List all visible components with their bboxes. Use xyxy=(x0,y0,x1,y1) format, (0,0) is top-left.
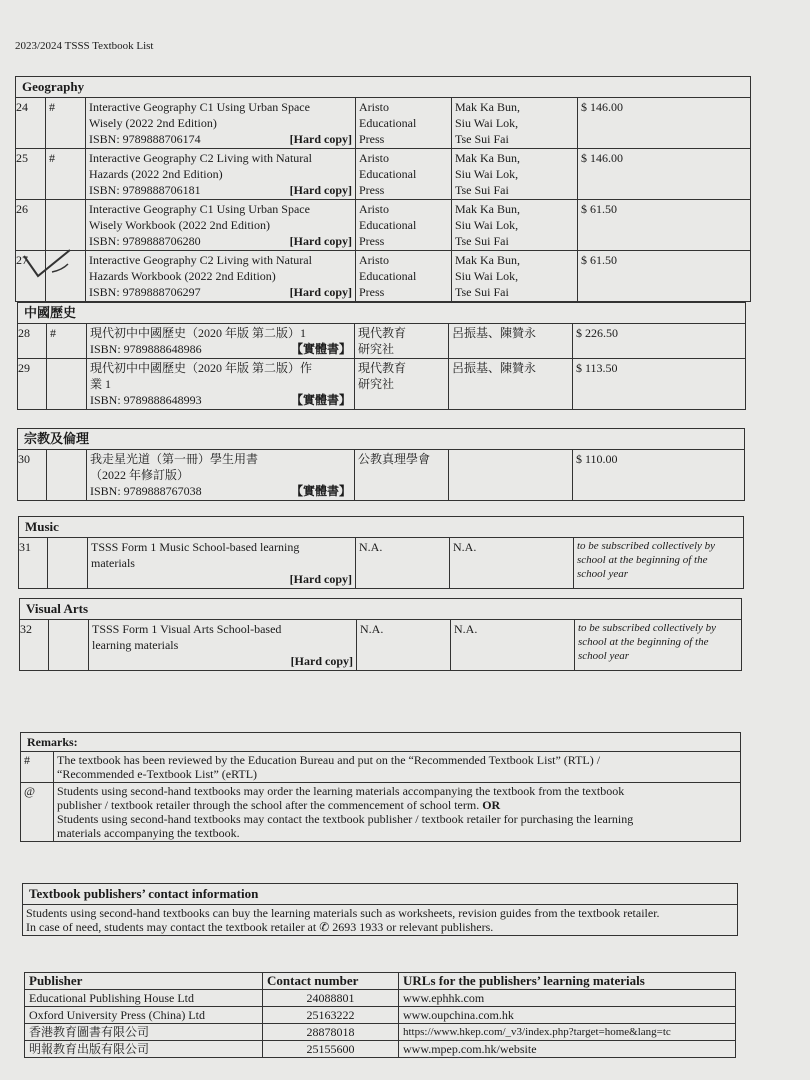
erl-mark xyxy=(47,450,87,501)
authors: 呂振基、陳贊永 xyxy=(449,359,573,410)
table-row xyxy=(18,324,746,359)
publishers-header-row xyxy=(25,973,736,990)
isbn: ISBN: 9789888706181 xyxy=(89,183,201,197)
handwritten-tick-mark xyxy=(22,246,74,282)
geography-table xyxy=(15,76,751,302)
isbn: ISBN: 9789888706280 xyxy=(89,234,201,248)
isbn: ISBN: 9789888706174 xyxy=(89,132,201,146)
table-row xyxy=(20,620,742,671)
table-row xyxy=(18,359,746,410)
price: $ 146.00 xyxy=(578,98,751,149)
section-title-music: Music xyxy=(19,517,744,538)
remarks-table xyxy=(20,732,741,842)
subscription-note: to be subscribed collectively by school at the beginning of the school year xyxy=(574,538,744,589)
publisher-url[interactable]: www.ephhk.com xyxy=(399,990,736,1007)
publisher: 現代教育 研究社 xyxy=(355,324,449,359)
erl-mark xyxy=(47,359,87,410)
price: $ 110.00 xyxy=(573,450,745,501)
table-row xyxy=(16,98,751,149)
book-title: Interactive Geography C1 Using Urban Space Wisely Workbook (2022 2nd Edition) ISBN: 9789888706280 [Hard copy] xyxy=(86,200,356,251)
remark-row xyxy=(21,752,741,783)
item-number: 25 xyxy=(16,149,46,200)
publisher: 公教真理學會 xyxy=(355,450,449,501)
book-title: Interactive Geography C1 Using Urban Space Wisely (2022 2nd Edition) ISBN: 9789888706174 [Hard copy] xyxy=(86,98,356,149)
erl-mark: # xyxy=(46,149,86,200)
contact-info-title: Textbook publishers’ contact information xyxy=(23,884,738,905)
subscription-note: to be subscribed collectively by school at the beginning of the school year xyxy=(575,620,742,671)
remark-text: The textbook has been reviewed by the Education Bureau and put on the “Recommended Textbook List” (RTL) / “Recommended e-Textbook List” (eRTL) xyxy=(54,752,741,783)
format-label: [Hard copy] xyxy=(289,572,352,586)
table-row xyxy=(19,538,744,589)
remark-row xyxy=(21,783,741,842)
publisher: Aristo Educational Press xyxy=(356,200,452,251)
authors: Mak Ka Bun, Siu Wai Lok, Tse Sui Fai xyxy=(452,200,578,251)
remark-text: Students using second-hand textbooks may order the learning materials accompanying the textbook from the textbook publisher / textbook retailer through the school after the commencement of school term. OR Students using second-hand textbooks may contact the textbook publisher / textbook retailer for purchasing the learning materials accompanying the textbook. xyxy=(54,783,741,842)
erl-mark xyxy=(48,538,88,589)
price: $ 226.50 xyxy=(573,324,746,359)
publisher: Aristo Educational Press xyxy=(356,149,452,200)
book-title: 現代初中中國歷史（2020 年版 第二版）1 ISBN: 9789888648986 【實體書】 xyxy=(87,324,355,359)
book-title: Interactive Geography C2 Living with Natural Hazards Workbook (2022 2nd Edition) ISBN: 9789888706297 [Hard copy] xyxy=(86,251,356,302)
item-number: 29 xyxy=(18,359,47,410)
erl-mark xyxy=(46,200,86,251)
column-header-contact: Contact number xyxy=(263,973,399,990)
authors: Mak Ka Bun, Siu Wai Lok, Tse Sui Fai xyxy=(452,98,578,149)
publisher-phone: 24088801 xyxy=(263,990,399,1007)
publisher-name: Oxford University Press (China) Ltd xyxy=(25,1007,263,1024)
erl-mark xyxy=(49,620,89,671)
publisher-phone: 25163222 xyxy=(263,1007,399,1024)
column-header-urls: URLs for the publishers’ learning materials xyxy=(399,973,736,990)
table-row xyxy=(25,1041,736,1058)
authors: N.A. xyxy=(451,620,575,671)
section-title-geography: Geography xyxy=(16,77,751,98)
religion-table xyxy=(17,428,745,501)
item-number: 30 xyxy=(18,450,47,501)
price: $ 113.50 xyxy=(573,359,746,410)
table-row xyxy=(16,251,751,302)
price: $ 146.00 xyxy=(578,149,751,200)
publisher-name: Educational Publishing House Ltd xyxy=(25,990,263,1007)
visual-arts-table xyxy=(19,598,742,671)
book-title: TSSS Form 1 Music School-based learning materials [Hard copy] xyxy=(88,538,356,589)
format-label: [Hard copy] xyxy=(289,285,352,299)
isbn: ISBN: 9789888648993 xyxy=(90,393,202,407)
format-label: [Hard copy] xyxy=(289,234,352,248)
table-row xyxy=(25,990,736,1007)
format-label: [Hard copy] xyxy=(289,183,352,197)
publisher-url[interactable]: https://www.hkep.com/_v3/index.php?target=home&lang=tc xyxy=(399,1024,736,1041)
publisher: 現代教育 研究社 xyxy=(355,359,449,410)
format-label: 【實體書】 xyxy=(290,484,351,498)
item-number: 27 xyxy=(16,251,46,302)
isbn: ISBN: 9789888767038 xyxy=(90,484,202,498)
publisher: Aristo Educational Press xyxy=(356,98,452,149)
publisher-name: 明報教育出版有限公司 xyxy=(25,1041,263,1058)
section-title-religion: 宗教及倫理 xyxy=(18,429,745,450)
authors: N.A. xyxy=(450,538,574,589)
publisher-url[interactable]: www.mpep.com.hk/website xyxy=(399,1041,736,1058)
item-number: 28 xyxy=(18,324,47,359)
item-number: 26 xyxy=(16,200,46,251)
contact-info-table xyxy=(22,883,738,936)
publisher-name: 香港教育圖書有限公司 xyxy=(25,1024,263,1041)
table-row xyxy=(25,1024,736,1041)
publisher: N.A. xyxy=(357,620,451,671)
column-header-publisher: Publisher xyxy=(25,973,263,990)
remark-symbol: # xyxy=(21,752,54,783)
authors: 呂振基、陳贊永 xyxy=(449,324,573,359)
erl-mark: # xyxy=(47,324,87,359)
book-title: 我走星光道（第一冊）學生用書 （2022 年修訂版） ISBN: 9789888767038 【實體書】 xyxy=(87,450,355,501)
isbn: ISBN: 9789888648986 xyxy=(90,342,202,356)
table-row xyxy=(25,1007,736,1024)
book-title: 現代初中中國歷史（2020 年版 第二版）作 業 1 ISBN: 9789888648993 【實體書】 xyxy=(87,359,355,410)
book-title: TSSS Form 1 Visual Arts School-based learning materials [Hard copy] xyxy=(89,620,357,671)
authors: Mak Ka Bun, Siu Wai Lok, Tse Sui Fai xyxy=(452,251,578,302)
publisher: Aristo Educational Press xyxy=(356,251,452,302)
publisher-phone: 28878018 xyxy=(263,1024,399,1041)
item-number: 32 xyxy=(20,620,49,671)
publisher-url[interactable]: www.oupchina.com.hk xyxy=(399,1007,736,1024)
table-row xyxy=(16,200,751,251)
publisher: N.A. xyxy=(356,538,450,589)
item-number: 31 xyxy=(19,538,48,589)
book-title: Interactive Geography C2 Living with Natural Hazards (2022 2nd Edition) ISBN: 9789888706181 [Hard copy] xyxy=(86,149,356,200)
remark-symbol: @ xyxy=(21,783,54,842)
format-label: 【實體書】 xyxy=(290,393,351,407)
table-row xyxy=(16,149,751,200)
format-label: 【實體書】 xyxy=(290,342,351,356)
format-label: [Hard copy] xyxy=(289,132,352,146)
remarks-title: Remarks: xyxy=(21,733,741,752)
erl-mark: # xyxy=(46,98,86,149)
authors xyxy=(449,450,573,501)
price: $ 61.50 xyxy=(578,251,751,302)
isbn: ISBN: 9789888706297 xyxy=(89,285,201,299)
authors: Mak Ka Bun, Siu Wai Lok, Tse Sui Fai xyxy=(452,149,578,200)
chinese-history-table xyxy=(17,302,746,410)
music-table xyxy=(18,516,744,589)
publisher-phone: 25155600 xyxy=(263,1041,399,1058)
contact-info-text: Students using second-hand textbooks can buy the learning materials such as worksheets, revision guides from the textbook retailer. In case of need, students may contact the textbook retailer at ✆ 2693 1933 or relevant publishers. xyxy=(23,905,738,936)
format-label: [Hard copy] xyxy=(290,654,353,668)
publishers-table xyxy=(24,972,736,1058)
price: $ 61.50 xyxy=(578,200,751,251)
page-header: 2023/2024 TSSS Textbook List xyxy=(15,40,154,52)
section-title-visual-arts: Visual Arts xyxy=(20,599,742,620)
or-label: OR xyxy=(482,798,501,812)
section-title-chinese-history: 中國歷史 xyxy=(18,303,746,324)
table-row xyxy=(18,450,745,501)
item-number: 24 xyxy=(16,98,46,149)
